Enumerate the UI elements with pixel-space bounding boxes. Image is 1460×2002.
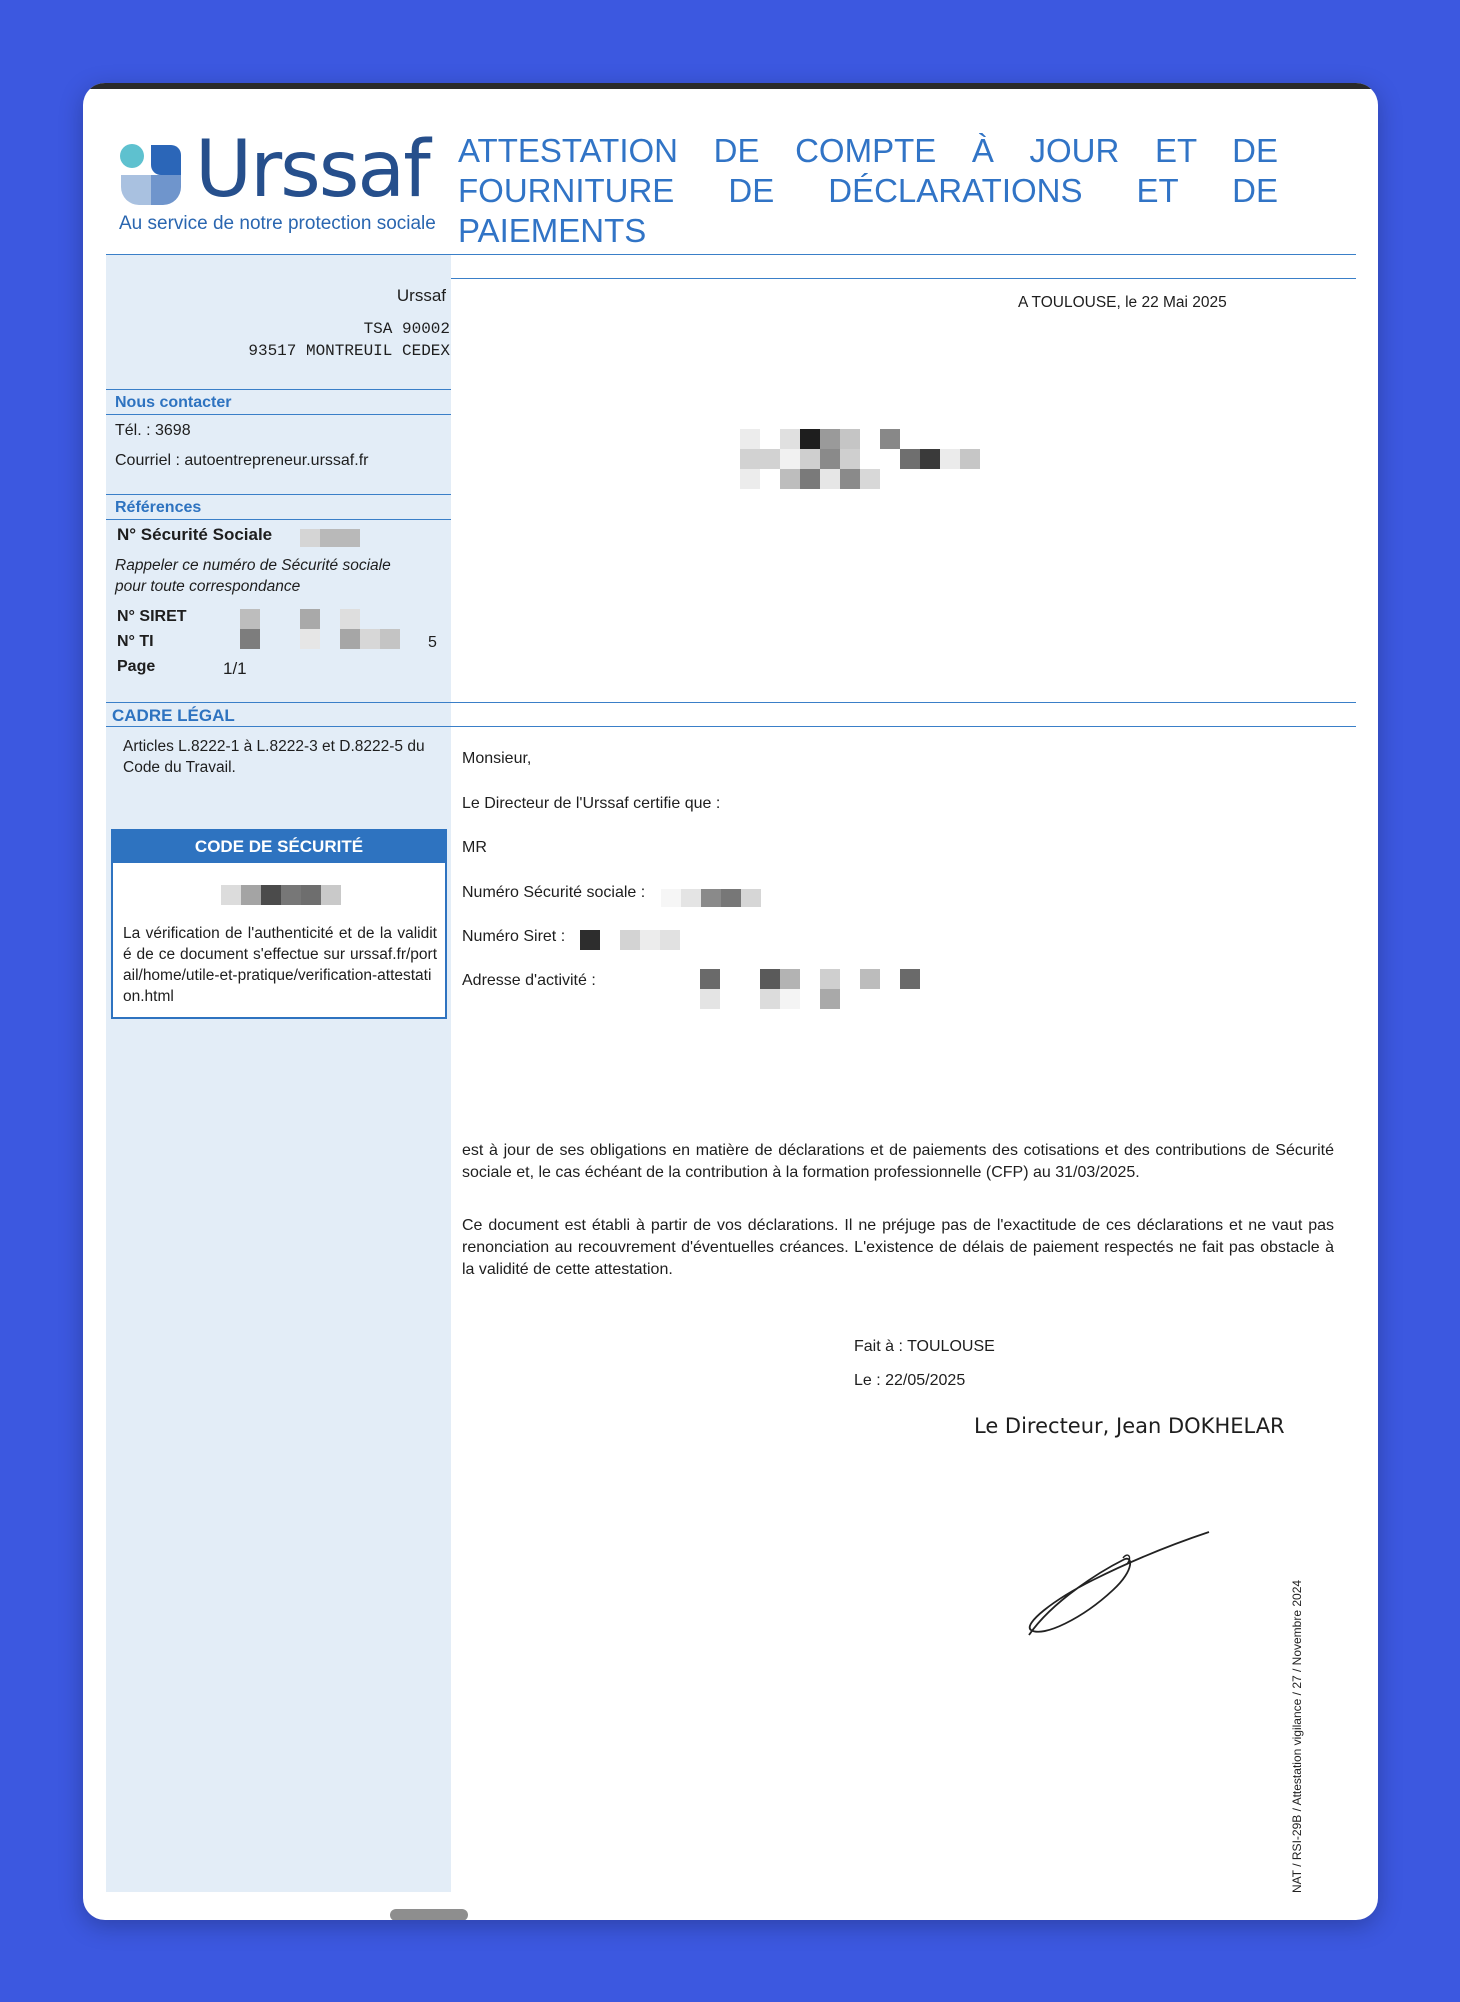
sidebar-rule (106, 494, 451, 495)
contact-phone: Tél. : 3698 (115, 422, 191, 439)
security-code-heading: CODE DE SÉCURITÉ (113, 831, 445, 863)
disclaimer-paragraph: Ce document est établi à partir de vos déclarations. Il ne préjuge pas de l'exactitude de ces déclarations et ne vaut pas renonciation au recouvrement d'éventuelles créances. L'existence de délais de paiement respectés ne fait pas obstacle à la validité de cette attestation. (462, 1217, 1334, 1278)
signature-image (1023, 1530, 1213, 1640)
salutation: Monsieur, (462, 750, 532, 767)
references-heading: Références (115, 499, 202, 516)
legal-rule-bottom (106, 726, 1356, 727)
civility: MR (462, 839, 487, 856)
horizontal-scrollbar[interactable] (390, 1909, 468, 1920)
ti-label: N° TI (117, 633, 154, 650)
compliance-paragraph: est à jour de ses obligations en matière de déclarations et de paiements des cotisations et des contributions de Sécurité sociale et, le cas échéant de la contribution à la formation professionnelle (CFP) au 31/03/2025. (462, 1142, 1334, 1181)
sidebar-rule (106, 519, 451, 520)
page-label: Page (117, 658, 156, 675)
siret-field-label: Numéro Siret : (462, 928, 566, 945)
page-value: 1/1 (223, 659, 247, 678)
form-reference: NAT / RSI-29B / Attestation vigilance / 27 / Novembre 2024 (1290, 1579, 1304, 1893)
made-on: Le : 22/05/2025 (854, 1372, 966, 1389)
urssaf-logo-icon (119, 143, 183, 207)
legal-heading: CADRE LÉGAL (112, 706, 235, 725)
ss-number-label: N° Sécurité Sociale (117, 525, 273, 544)
contact-email: Courriel : autoentrepreneur.urssaf.fr (115, 452, 369, 469)
legal-rule-top (106, 702, 1356, 703)
siret-label: N° SIRET (117, 608, 187, 625)
signatory: Le Directeur, Jean DOKHELAR (974, 1414, 1285, 1438)
sender-address-line1: TSA 90002 (363, 320, 450, 338)
sidebar-rule (106, 389, 451, 390)
reminder-line-1: Rappeler ce numéro de Sécurité sociale (115, 557, 391, 574)
security-code-text: La vérification de l'authenticité et de la validité de ce document s'effectue sur urssaf.fr/portail/home/utile-et-pratique/verification-attestation.html (123, 925, 437, 1005)
legal-text: Articles L.8222-1 à L.8222-3 et D.8222-5 du Code du Travail. (123, 738, 425, 776)
document-page (83, 83, 1378, 1920)
sidebar-rule (106, 414, 451, 415)
sender-address-line2: 93517 MONTREUIL CEDEX (248, 342, 450, 360)
certifies-line: Le Directeur de l'Urssaf certifie que : (462, 795, 721, 812)
ss-number-field-label: Numéro Sécurité sociale : (462, 884, 646, 901)
security-code-box (111, 829, 447, 1019)
sender-name: Urssaf (396, 286, 446, 305)
address-field-label: Adresse d'activité : (462, 972, 596, 989)
reminder-line-2: pour toute correspondance (115, 578, 301, 595)
made-at: Fait à : TOULOUSE (854, 1338, 995, 1355)
place-date: A TOULOUSE, le 22 Mai 2025 (1018, 294, 1227, 311)
ti-suffix: 5 (428, 634, 437, 651)
document-title: ATTESTATION DE COMPTE À JOUR ET DE FOURNITURE DE DÉCLARATIONS ET DE PAIEMENTS (458, 132, 1278, 249)
logo-wordmark: Urssaf (195, 125, 429, 215)
contact-heading: Nous contacter (115, 394, 232, 411)
logo-tagline: Au service de notre protection sociale (119, 213, 436, 234)
window-top-bar (83, 83, 1378, 89)
